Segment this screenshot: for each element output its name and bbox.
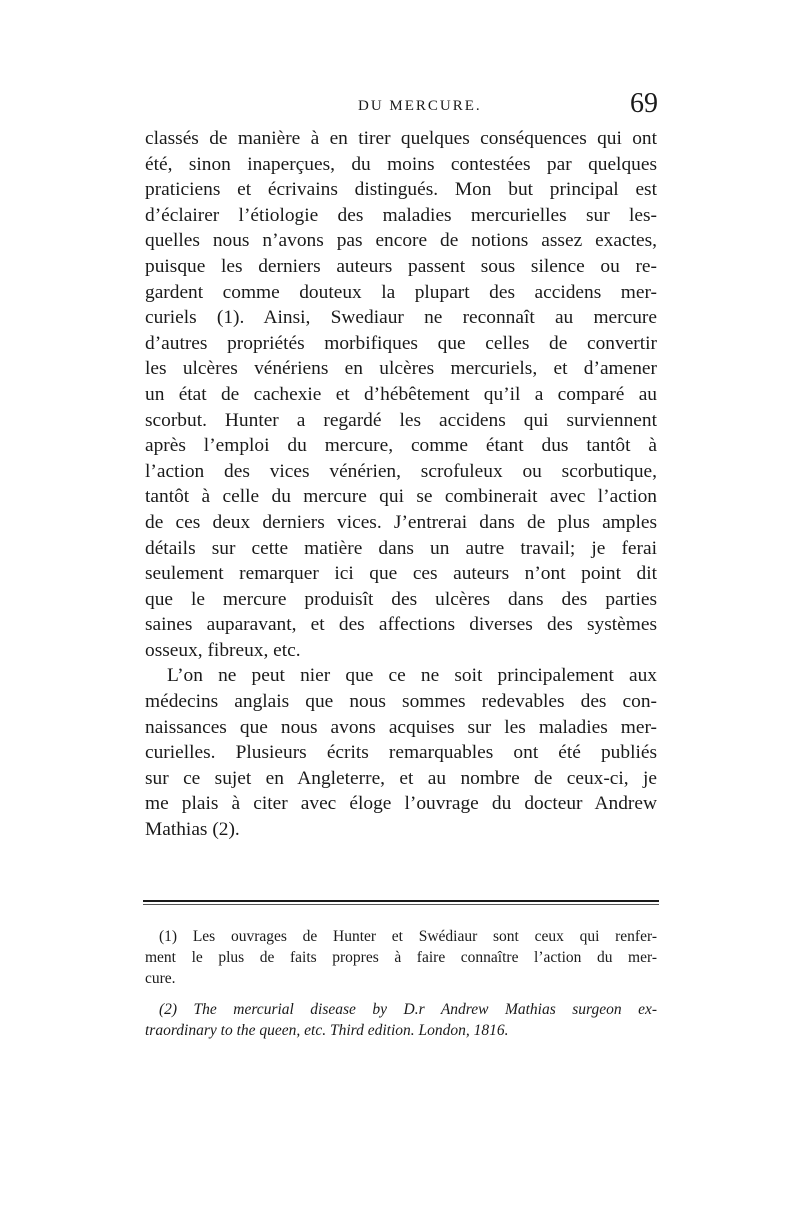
- text-line: les ulcères vénériens en ulcères mercuriels, et d’amener: [145, 358, 657, 380]
- text-line: scorbut. Hunter a regardé les accidens qui surviennent: [145, 409, 657, 431]
- text-line: sur ce sujet en Angleterre, et au nombre de ceux-ci, je: [145, 767, 657, 789]
- footnotes: [145, 926, 657, 1041]
- page-header: [148, 88, 658, 122]
- footnote-line: traordinary to the queen, etc. Third edition. London, 1816.: [145, 1022, 509, 1039]
- footnote-2: [145, 999, 657, 1041]
- text-line: classés de manière à en tirer quelques conséquences qui ont: [145, 128, 657, 149]
- text-line: été, sinon inaperçues, du moins contestées par quelques: [145, 153, 657, 175]
- text-line: d’autres propriétés morbifiques que celles de convertir: [145, 332, 657, 354]
- text-line: que le mercure produisît des ulcères dans des parties: [145, 588, 657, 610]
- footnote-line: cure.: [145, 970, 176, 987]
- text-line: d’éclairer l’étiologie des maladies mercurielles sur les-: [145, 204, 657, 226]
- text-line: osseux, fibreux, etc.: [145, 639, 301, 661]
- footnote-line: ment le plus de faits propres à faire connaître l’action du mer-: [145, 949, 657, 966]
- text-line: saines auparavant, et des affections diverses des systèmes: [145, 614, 657, 636]
- text-line: médecins anglais que nous sommes redevables des con-: [145, 691, 657, 713]
- text-line: un état de cachexie et d’hébêtement qu’il a comparé au: [145, 383, 657, 405]
- text-line: de ces deux derniers vices. J’entrerai dans de plus amples: [145, 511, 657, 533]
- text-line: l’action des vices vénérien, scrofuleux ou scorbutique,: [145, 460, 657, 482]
- text-line: curiels (1). Ainsi, Swediaur ne reconnaît au mercure: [145, 307, 657, 329]
- text-line: gardent comme douteux la plupart des accidens mer-: [145, 281, 657, 303]
- text-line: après l’emploi du mercure, comme étant dus tantôt à: [145, 435, 657, 457]
- text-line: naissances que nous avons acquises sur les maladies mer-: [145, 716, 657, 738]
- page-number: 69: [630, 88, 658, 119]
- text-line: seulement remarquer ici que ces auteurs n’ont point dit: [145, 563, 657, 585]
- body-text: [145, 126, 657, 843]
- footnote-1: [145, 926, 657, 989]
- footnote-rule: [143, 900, 659, 902]
- footnote-line: (1) Les ouvrages de Hunter et Swédiaur sont ceux qui renfer-: [159, 928, 657, 945]
- text-line: puisque les derniers auteurs passent sous silence ou re-: [145, 255, 657, 277]
- text-line: L’on ne peut nier que ce ne soit principalement aux: [167, 665, 657, 687]
- text-line: détails sur cette matière dans un autre travail; je ferai: [145, 537, 657, 559]
- text-line: praticiens et écrivains distingués. Mon but principal est: [145, 179, 657, 201]
- text-line: me plais à citer avec éloge l’ouvrage du docteur Andrew: [145, 793, 657, 815]
- footnote-rule-thin: [143, 904, 659, 905]
- text-line: curielles. Plusieurs écrits remarquables ont été publiés: [145, 742, 657, 764]
- running-head: DU MERCURE.: [358, 98, 482, 114]
- text-line: tantôt à celle du mercure qui se combinerait avec l’action: [145, 486, 657, 508]
- text-line: quelles nous n’avons pas encore de notions assez exactes,: [145, 230, 657, 252]
- footnote-line: (2) The mercurial disease by D.r Andrew Mathias surgeon ex-: [159, 1001, 657, 1018]
- text-line: Mathias (2).: [145, 819, 240, 841]
